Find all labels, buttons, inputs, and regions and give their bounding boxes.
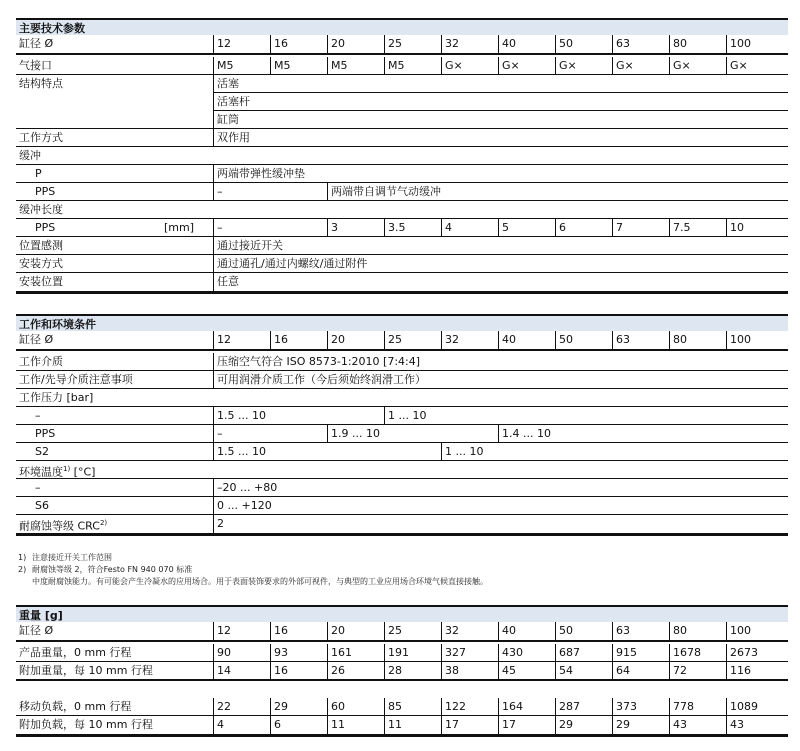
weight-bottom-rule bbox=[16, 734, 788, 737]
w0-cell: 93 bbox=[270, 644, 288, 661]
pps-label: PPS bbox=[35, 185, 56, 198]
m0-cell: 122 bbox=[441, 698, 466, 715]
m0-cell: 778 bbox=[669, 698, 694, 715]
crc-label-text: 耐腐蚀等级 CRC bbox=[19, 519, 100, 533]
port-cell: M5 bbox=[327, 57, 348, 74]
env-table bbox=[16, 314, 788, 534]
m0-label: 移动负载，0 mm 行程 bbox=[19, 700, 132, 713]
m10-cell: 29 bbox=[612, 716, 630, 734]
design-row bbox=[16, 75, 788, 129]
cushlen-cell: 5 bbox=[498, 219, 509, 236]
port-cell: M5 bbox=[213, 57, 234, 74]
cushion-row bbox=[16, 147, 788, 165]
m10-cell: 43 bbox=[669, 716, 687, 734]
cushion-label: 缓冲 bbox=[19, 149, 41, 162]
footnote-1-text: 注意接近开关工作范围 bbox=[32, 553, 112, 562]
m0-cell: 287 bbox=[555, 698, 580, 715]
medium-value: 压缩空气符合 ISO 8573-1:2010 [7:4:4] bbox=[213, 353, 420, 370]
m0-cell: 60 bbox=[327, 698, 345, 715]
w0-cell: 161 bbox=[327, 644, 352, 661]
weight-title: 重量 [g] bbox=[16, 605, 788, 622]
bore-col: 16 bbox=[270, 622, 288, 641]
w0-cell: 2673 bbox=[726, 644, 758, 661]
tech-table bbox=[16, 18, 788, 296]
pos-row bbox=[16, 273, 788, 291]
bore-col: 63 bbox=[612, 331, 630, 350]
bore-col: 25 bbox=[384, 622, 402, 641]
bore-col: 16 bbox=[270, 331, 288, 350]
m10-cell: 29 bbox=[555, 716, 573, 734]
pps-dash: – bbox=[213, 183, 223, 200]
port-cell: G⨯ bbox=[612, 57, 634, 74]
bore-col: 80 bbox=[669, 35, 687, 54]
temp-t2-label: S6 bbox=[35, 499, 49, 512]
sense-label: 位置感测 bbox=[19, 239, 63, 252]
unit-mm: [mm] bbox=[164, 221, 195, 234]
port-cell: G⨯ bbox=[441, 57, 463, 74]
tech-bottom-rule bbox=[16, 291, 788, 294]
cushlen-cell: 3 bbox=[327, 219, 338, 236]
m0-cell: 373 bbox=[612, 698, 637, 715]
w10-cell: 116 bbox=[726, 662, 751, 679]
temp-label bbox=[16, 461, 95, 481]
temp-t1-row bbox=[16, 479, 788, 497]
bore-col: 100 bbox=[726, 35, 751, 54]
w0-cell: 687 bbox=[555, 644, 580, 661]
crc-sup: 2) bbox=[99, 519, 108, 527]
press-r1-label: – bbox=[35, 409, 41, 422]
temp-unit: [°C] bbox=[70, 465, 96, 479]
w0-cell: 90 bbox=[213, 644, 231, 661]
port-cell: G⨯ bbox=[498, 57, 520, 74]
cushion-p-row bbox=[16, 165, 788, 183]
m10-cell: 17 bbox=[441, 716, 459, 734]
m10-cell: 6 bbox=[270, 716, 281, 734]
bore-col: 80 bbox=[669, 331, 687, 350]
footnote-1-num: 1) bbox=[18, 553, 27, 562]
design-barrel: 缸筒 bbox=[213, 111, 788, 128]
press-r2-label: PPS bbox=[35, 427, 56, 440]
bore-col: 32 bbox=[441, 622, 459, 641]
m0-cell: 22 bbox=[213, 698, 231, 715]
w0-cell: 327 bbox=[441, 644, 466, 661]
cushlen-label: 缓冲长度 bbox=[19, 203, 63, 216]
lube-label: 工作/先导介质注意事项 bbox=[19, 373, 133, 386]
footnote-2 bbox=[18, 564, 192, 575]
temp-t1-value: –20 ... +80 bbox=[213, 479, 277, 496]
m0-cell: 1089 bbox=[726, 698, 758, 715]
bore-col: 100 bbox=[726, 331, 751, 350]
press-row bbox=[16, 389, 788, 407]
bore-col: 25 bbox=[384, 35, 402, 54]
m10-cell: 11 bbox=[384, 716, 402, 734]
cushlen-cell: 7 bbox=[612, 219, 623, 236]
port-cell: G⨯ bbox=[726, 57, 748, 74]
temp-t1-label: – bbox=[35, 481, 41, 494]
footnote-1 bbox=[18, 552, 112, 563]
bore-col: 20 bbox=[327, 622, 345, 641]
press-r2-a: – bbox=[213, 425, 223, 442]
w10-cell: 26 bbox=[327, 662, 345, 679]
press-r1-b: 1 ... 10 bbox=[384, 407, 426, 424]
cushlen-cell: 3.5 bbox=[384, 219, 406, 236]
bore-col: 63 bbox=[612, 35, 630, 54]
weight-bore-label: 缸径 Ø bbox=[19, 624, 54, 637]
env-bore-label: 缸径 Ø bbox=[19, 333, 54, 346]
bore-col: 32 bbox=[441, 35, 459, 54]
bore-col: 100 bbox=[726, 622, 751, 641]
bore-col: 12 bbox=[213, 331, 231, 350]
bore-col: 63 bbox=[612, 622, 630, 641]
weight-bore-row bbox=[16, 622, 788, 642]
crc-label bbox=[16, 515, 107, 535]
w10-cell: 14 bbox=[213, 662, 231, 679]
w10-label: 附加重量，每 10 mm 行程 bbox=[19, 664, 153, 677]
pos-label: 安装位置 bbox=[19, 275, 63, 288]
sense-value: 通过接近开关 bbox=[213, 237, 283, 254]
crc-value: 2 bbox=[213, 515, 224, 533]
port-cell: G⨯ bbox=[555, 57, 577, 74]
cushlen-cell: 7.5 bbox=[669, 219, 691, 236]
cushlen-cell: 4 bbox=[441, 219, 452, 236]
bore-col: 80 bbox=[669, 622, 687, 641]
footnote-2-num: 2) bbox=[18, 565, 27, 574]
env-title: 工作和环境条件 bbox=[16, 314, 788, 331]
m10-cell: 17 bbox=[498, 716, 516, 734]
bore-col: 50 bbox=[555, 622, 573, 641]
mount-row bbox=[16, 255, 788, 273]
port-cell: M5 bbox=[384, 57, 405, 74]
cushlen-row bbox=[16, 201, 788, 219]
mount-label: 安装方式 bbox=[19, 257, 63, 270]
design-label: 结构特点 bbox=[19, 77, 63, 90]
cushlen-cell: – bbox=[213, 219, 223, 236]
bore-col: 32 bbox=[441, 331, 459, 350]
cushlen-cell: 10 bbox=[726, 219, 744, 236]
w10-cell: 28 bbox=[384, 662, 402, 679]
bore-col: 40 bbox=[498, 35, 516, 54]
bore-col: 40 bbox=[498, 331, 516, 350]
w10-cell: 72 bbox=[669, 662, 687, 679]
temp-sup: 1) bbox=[63, 465, 71, 473]
press-r2-row bbox=[16, 425, 788, 443]
bore-col: 20 bbox=[327, 331, 345, 350]
m0-cell: 164 bbox=[498, 698, 523, 715]
press-r1-row bbox=[16, 407, 788, 425]
cushlen-cell: 6 bbox=[555, 219, 566, 236]
crc-row bbox=[16, 515, 788, 533]
press-r2-b: 1.9 ... 10 bbox=[327, 425, 380, 442]
port-label: 气接口 bbox=[19, 59, 52, 72]
port-cell: M5 bbox=[270, 57, 291, 74]
weight-table bbox=[16, 605, 788, 739]
env-bore-row bbox=[16, 331, 788, 351]
w10-cell: 45 bbox=[498, 662, 516, 679]
press-r3-b: 1 ... 10 bbox=[441, 443, 483, 460]
tech-bore-row bbox=[16, 35, 788, 55]
design-piston: 活塞 bbox=[213, 75, 788, 93]
tech-bore-label: 缸径 Ø bbox=[19, 37, 54, 50]
w0-cell: 430 bbox=[498, 644, 523, 661]
press-r3-row bbox=[16, 443, 788, 461]
mode-label: 工作方式 bbox=[19, 131, 63, 144]
mode-value: 双作用 bbox=[213, 129, 250, 146]
bore-col: 20 bbox=[327, 35, 345, 54]
w10-row bbox=[16, 662, 788, 681]
lube-row bbox=[16, 371, 788, 389]
mode-row bbox=[16, 129, 788, 147]
sense-row bbox=[16, 237, 788, 255]
port-cell: G⨯ bbox=[669, 57, 691, 74]
medium-row bbox=[16, 353, 788, 371]
w10-cell: 54 bbox=[555, 662, 573, 679]
pos-value: 任意 bbox=[213, 273, 239, 291]
lube-value: 可用润滑介质工作（今后须始终润滑工作） bbox=[213, 371, 426, 388]
bore-col: 16 bbox=[270, 35, 288, 54]
m10-row bbox=[16, 716, 788, 734]
bore-col: 12 bbox=[213, 35, 231, 54]
pps2-label: PPS bbox=[35, 221, 56, 234]
medium-label: 工作介质 bbox=[19, 355, 63, 368]
p-value: 两端带弹性缓冲垫 bbox=[213, 165, 305, 182]
press-r3-a: 1.5 ... 10 bbox=[213, 443, 266, 460]
w10-cell: 16 bbox=[270, 662, 288, 679]
w0-cell: 1678 bbox=[669, 644, 701, 661]
temp-t2-row bbox=[16, 497, 788, 515]
m0-cell: 29 bbox=[270, 698, 288, 715]
temp-label-text: 环境温度 bbox=[19, 465, 63, 479]
press-label: 工作压力 [bar] bbox=[19, 391, 94, 404]
m10-cell: 4 bbox=[213, 716, 224, 734]
p-label: P bbox=[35, 167, 42, 180]
bore-col: 50 bbox=[555, 35, 573, 54]
w0-cell: 191 bbox=[384, 644, 409, 661]
env-bottom-rule bbox=[16, 533, 788, 536]
temp-t2-value: 0 ... +120 bbox=[213, 497, 272, 514]
w0-label: 产品重量，0 mm 行程 bbox=[19, 646, 132, 659]
cushion-pps-row bbox=[16, 183, 788, 201]
temp-row bbox=[16, 461, 788, 479]
bore-col: 12 bbox=[213, 622, 231, 641]
footnote-2-text: 耐腐蚀等级 2，符合Festo FN 940 070 标准 bbox=[32, 565, 193, 574]
m0-cell: 85 bbox=[384, 698, 402, 715]
footnote-3: 中度耐腐蚀能力。有可能会产生冷凝水的应用场合。用于表面装饰要求的外部可视件，与典型的工业应用场合环境气候直接接触。 bbox=[32, 577, 488, 586]
w0-cell: 915 bbox=[612, 644, 637, 661]
w0-row bbox=[16, 644, 788, 662]
cushlen-pps-row bbox=[16, 219, 788, 237]
tech-title: 主要技术参数 bbox=[16, 18, 788, 35]
bore-col: 25 bbox=[384, 331, 402, 350]
m10-cell: 43 bbox=[726, 716, 744, 734]
press-r3-label: S2 bbox=[35, 445, 49, 458]
bore-col: 40 bbox=[498, 622, 516, 641]
w10-cell: 38 bbox=[441, 662, 459, 679]
press-r2-c: 1.4 ... 10 bbox=[498, 425, 551, 442]
mount-value: 通过通孔/通过内螺纹/通过附件 bbox=[213, 255, 367, 272]
bore-col: 50 bbox=[555, 331, 573, 350]
pps-value: 两端带自调节气动缓冲 bbox=[327, 183, 441, 200]
design-rod: 活塞杆 bbox=[213, 93, 788, 111]
m0-row bbox=[16, 698, 788, 716]
press-r1-a: 1.5 ... 10 bbox=[213, 407, 266, 424]
m10-label: 附加负载，每 10 mm 行程 bbox=[19, 718, 153, 731]
tech-port-row bbox=[16, 57, 788, 75]
w10-cell: 64 bbox=[612, 662, 630, 679]
m10-cell: 11 bbox=[327, 716, 345, 734]
